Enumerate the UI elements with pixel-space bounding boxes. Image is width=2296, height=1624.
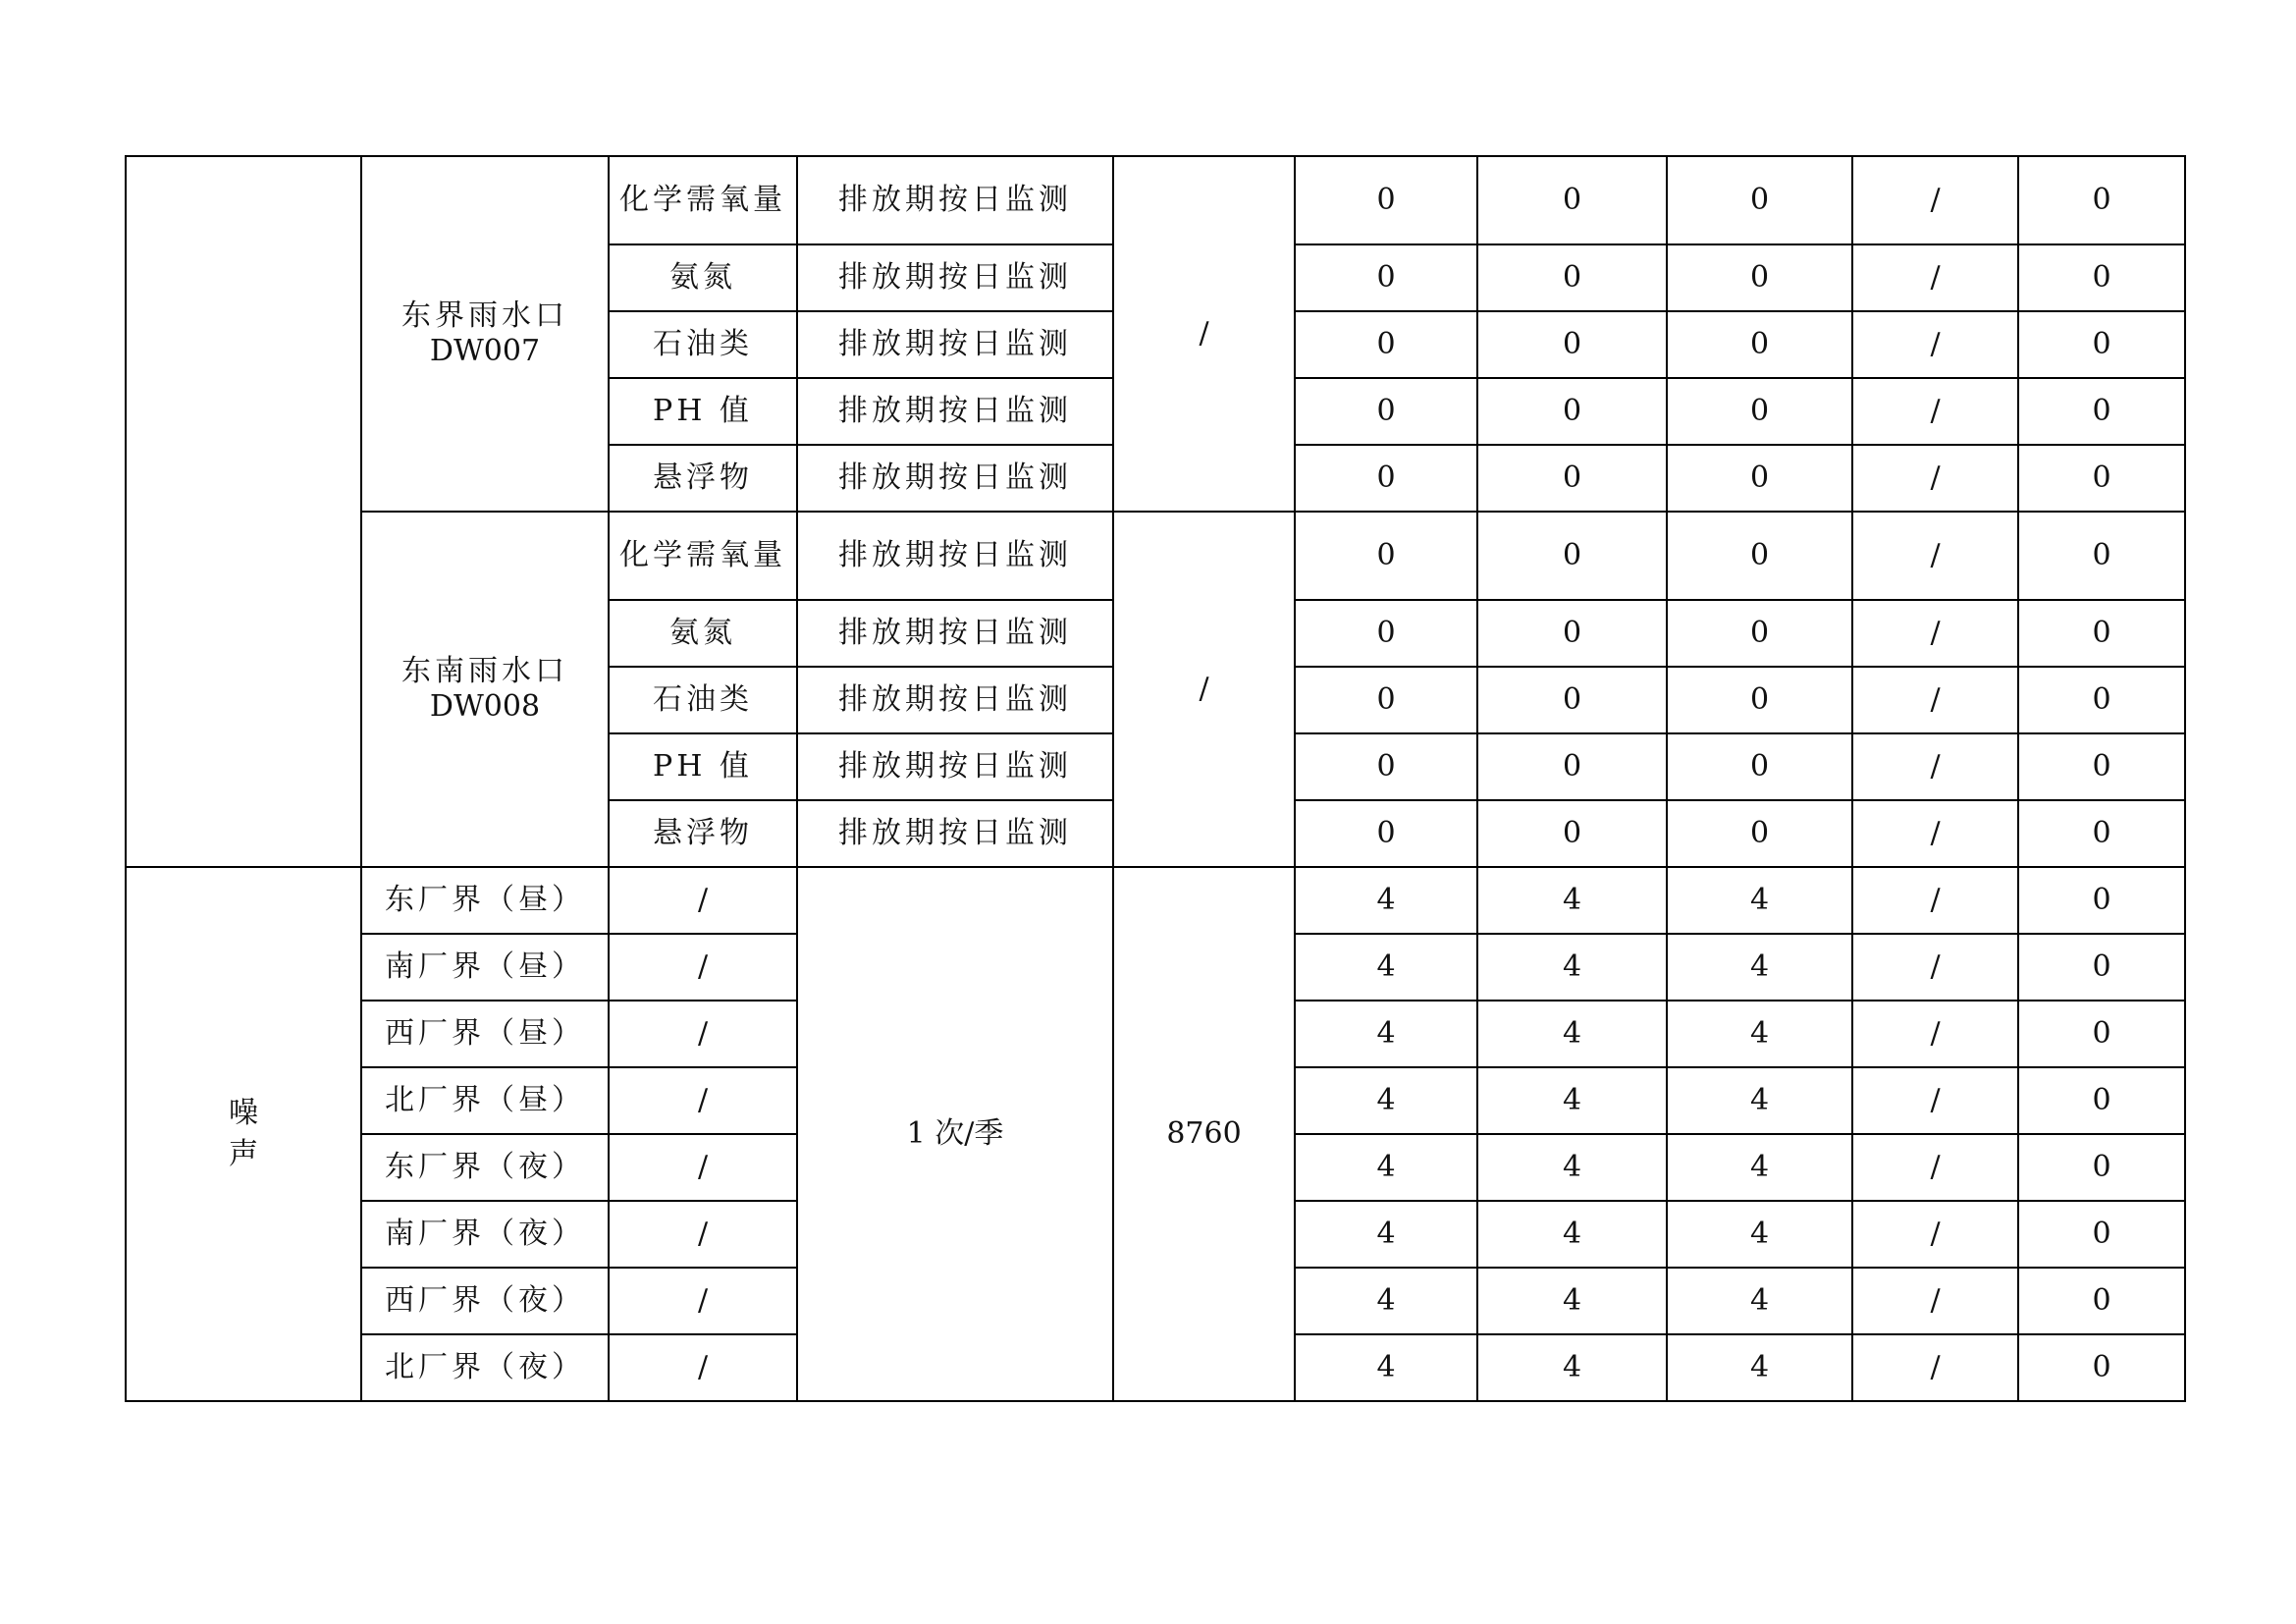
value-cell: /: [1852, 1201, 2018, 1268]
value-cell: 0: [1477, 445, 1667, 512]
value-cell: 0: [1667, 378, 1852, 445]
value-cell: 0: [2018, 1268, 2185, 1334]
noise-item: /: [609, 1268, 797, 1334]
value-cell: 0: [1295, 667, 1477, 733]
value-cell: 0: [1667, 244, 1852, 311]
pollutant-item: 化学需氧量: [609, 156, 797, 244]
value-cell: /: [1852, 378, 2018, 445]
monitoring-table: [125, 155, 2186, 1402]
value-cell: 4: [1477, 1001, 1667, 1067]
value-cell: 0: [1295, 156, 1477, 244]
value-cell: 0: [2018, 934, 2185, 1001]
value-cell: 4: [1295, 1067, 1477, 1134]
value-cell: 0: [2018, 733, 2185, 800]
value-cell: 4: [1295, 1001, 1477, 1067]
value-cell: /: [1852, 800, 2018, 867]
pollutant-item: PH 值: [609, 378, 797, 445]
value-cell: 0: [2018, 244, 2185, 311]
value-cell: 0: [1667, 156, 1852, 244]
pollutant-item: 氨氮: [609, 244, 797, 311]
value-cell: 0: [1667, 667, 1852, 733]
noise-item: /: [609, 1134, 797, 1201]
value-cell: 4: [1477, 1334, 1667, 1401]
noise-category: 噪声: [229, 1096, 258, 1171]
noise-duration: 8760: [1113, 867, 1295, 1401]
value-cell: 0: [1667, 512, 1852, 600]
monitor-frequency: 排放期按日监测: [797, 667, 1113, 733]
noise-point: 西厂界（夜）: [361, 1268, 609, 1334]
monitor-frequency: 排放期按日监测: [797, 445, 1113, 512]
value-cell: 0: [1667, 733, 1852, 800]
value-cell: /: [1852, 311, 2018, 378]
value-cell: 0: [2018, 156, 2185, 244]
outlet-name-cell: [361, 512, 609, 867]
value-cell: 0: [2018, 311, 2185, 378]
value-cell: 0: [1295, 600, 1477, 667]
value-cell: 0: [1477, 733, 1667, 800]
noise-item: /: [609, 934, 797, 1001]
value-cell: 4: [1667, 1334, 1852, 1401]
value-cell: 0: [1667, 445, 1852, 512]
pollutant-item: 化学需氧量: [609, 512, 797, 600]
duration-cell: /: [1113, 156, 1295, 512]
monitor-frequency: 排放期按日监测: [797, 378, 1113, 445]
noise-item: /: [609, 1201, 797, 1268]
noise-item: /: [609, 1334, 797, 1401]
value-cell: 4: [1295, 1134, 1477, 1201]
noise-frequency: 1 次/季: [797, 867, 1113, 1401]
value-cell: 0: [1667, 600, 1852, 667]
noise-point: 西厂界（昼）: [361, 1001, 609, 1067]
value-cell: 4: [1295, 1268, 1477, 1334]
value-cell: /: [1852, 1134, 2018, 1201]
noise-point: 东厂界（夜）: [361, 1134, 609, 1201]
value-cell: 0: [2018, 667, 2185, 733]
value-cell: /: [1852, 1001, 2018, 1067]
pollutant-item: 悬浮物: [609, 445, 797, 512]
value-cell: 0: [1295, 800, 1477, 867]
value-cell: /: [1852, 244, 2018, 311]
table-row: [126, 512, 2185, 600]
noise-point: 南厂界（夜）: [361, 1201, 609, 1268]
value-cell: 4: [1295, 867, 1477, 934]
pollutant-item: 氨氮: [609, 600, 797, 667]
value-cell: /: [1852, 1334, 2018, 1401]
value-cell: 0: [2018, 867, 2185, 934]
value-cell: 0: [1477, 800, 1667, 867]
value-cell: /: [1852, 733, 2018, 800]
value-cell: 0: [1295, 733, 1477, 800]
value-cell: /: [1852, 156, 2018, 244]
value-cell: /: [1852, 1268, 2018, 1334]
monitor-frequency: 排放期按日监测: [797, 600, 1113, 667]
value-cell: 0: [2018, 512, 2185, 600]
value-cell: 0: [2018, 800, 2185, 867]
noise-point: 南厂界（昼）: [361, 934, 609, 1001]
monitor-frequency: 排放期按日监测: [797, 800, 1113, 867]
value-cell: 4: [1477, 1201, 1667, 1268]
noise-point: 东厂界（昼）: [361, 867, 609, 934]
value-cell: /: [1852, 445, 2018, 512]
pollutant-item: PH 值: [609, 733, 797, 800]
value-cell: 0: [2018, 1001, 2185, 1067]
value-cell: 0: [1477, 311, 1667, 378]
value-cell: 0: [1477, 156, 1667, 244]
value-cell: 0: [1477, 512, 1667, 600]
monitor-frequency: 排放期按日监测: [797, 733, 1113, 800]
value-cell: 0: [2018, 445, 2185, 512]
value-cell: /: [1852, 867, 2018, 934]
pollutant-item: 悬浮物: [609, 800, 797, 867]
value-cell: 4: [1295, 934, 1477, 1001]
value-cell: 0: [2018, 600, 2185, 667]
value-cell: 4: [1295, 1201, 1477, 1268]
noise-category-cell: [126, 867, 361, 1401]
value-cell: 0: [1477, 378, 1667, 445]
value-cell: /: [1852, 667, 2018, 733]
value-cell: 0: [1295, 311, 1477, 378]
outlet-name: 东南雨水口: [401, 654, 568, 688]
value-cell: 0: [1295, 512, 1477, 600]
value-cell: 0: [1477, 244, 1667, 311]
value-cell: 0: [1295, 445, 1477, 512]
value-cell: 0: [2018, 378, 2185, 445]
noise-point: 北厂界（昼）: [361, 1067, 609, 1134]
value-cell: 4: [1667, 934, 1852, 1001]
value-cell: /: [1852, 934, 2018, 1001]
outlet-name-cell: [361, 156, 609, 512]
value-cell: 4: [1477, 1067, 1667, 1134]
value-cell: 0: [1295, 244, 1477, 311]
value-cell: /: [1852, 1067, 2018, 1134]
outlet-name: 东界雨水口: [401, 298, 568, 333]
value-cell: 4: [1477, 867, 1667, 934]
value-cell: 4: [1477, 1268, 1667, 1334]
value-cell: 4: [1477, 934, 1667, 1001]
value-cell: /: [1852, 512, 2018, 600]
value-cell: 4: [1667, 1268, 1852, 1334]
value-cell: 0: [2018, 1334, 2185, 1401]
value-cell: 4: [1667, 1201, 1852, 1268]
category-cell-blank: [126, 156, 361, 867]
value-cell: 0: [2018, 1201, 2185, 1268]
monitor-frequency: 排放期按日监测: [797, 311, 1113, 378]
value-cell: 4: [1667, 867, 1852, 934]
value-cell: /: [1852, 600, 2018, 667]
value-cell: 4: [1667, 1134, 1852, 1201]
pollutant-item: 石油类: [609, 311, 797, 378]
monitor-frequency: 排放期按日监测: [797, 512, 1113, 600]
noise-item: /: [609, 867, 797, 934]
monitor-frequency: 排放期按日监测: [797, 156, 1113, 244]
value-cell: 0: [1667, 800, 1852, 867]
outlet-code: DW007: [429, 334, 541, 368]
value-cell: 0: [2018, 1067, 2185, 1134]
table-row: [126, 867, 2185, 934]
monitor-frequency: 排放期按日监测: [797, 244, 1113, 311]
value-cell: 0: [1477, 600, 1667, 667]
value-cell: 0: [1667, 311, 1852, 378]
pollutant-item: 石油类: [609, 667, 797, 733]
value-cell: 0: [1295, 378, 1477, 445]
value-cell: 4: [1477, 1134, 1667, 1201]
value-cell: 4: [1667, 1067, 1852, 1134]
table-row: [126, 156, 2185, 244]
value-cell: 4: [1667, 1001, 1852, 1067]
noise-item: /: [609, 1067, 797, 1134]
outlet-code: DW008: [429, 689, 541, 724]
duration-cell: /: [1113, 512, 1295, 867]
value-cell: 4: [1295, 1334, 1477, 1401]
value-cell: 0: [1477, 667, 1667, 733]
value-cell: 0: [2018, 1134, 2185, 1201]
noise-point: 北厂界（夜）: [361, 1334, 609, 1401]
noise-item: /: [609, 1001, 797, 1067]
